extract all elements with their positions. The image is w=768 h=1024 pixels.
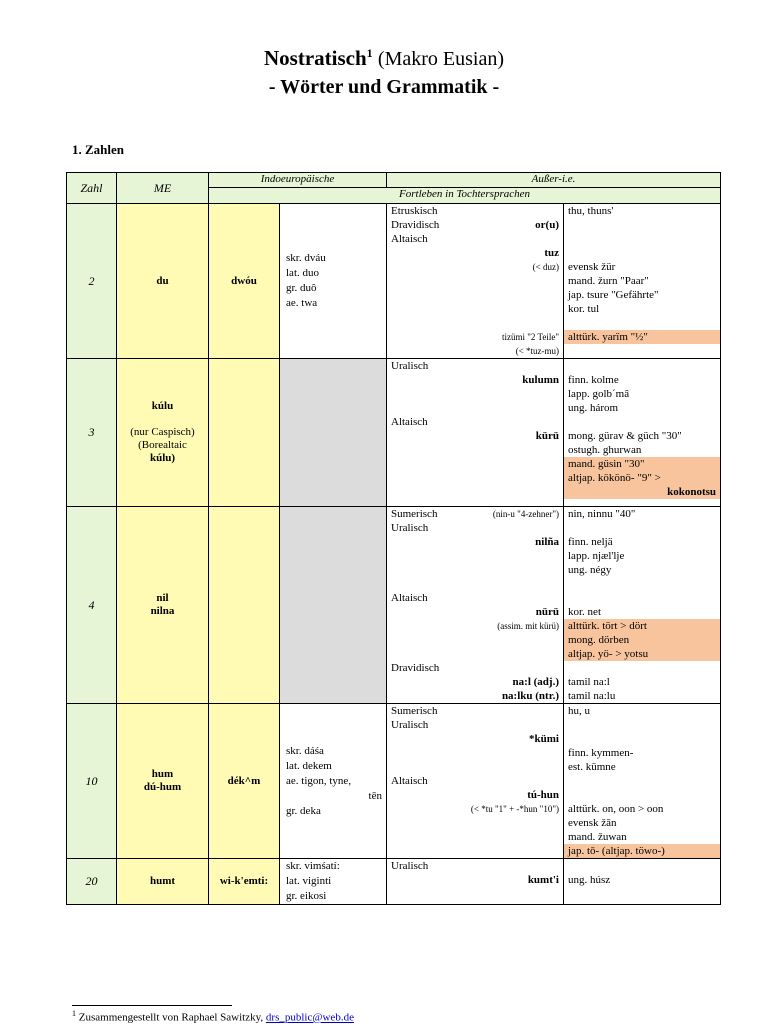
me-line: nilna <box>150 605 175 617</box>
family-line <box>387 661 563 675</box>
ie-word: skr. dáśa <box>286 744 324 757</box>
descendant-text: altjap. yö- > yotsu <box>568 648 649 660</box>
descendant-line <box>564 859 720 873</box>
cell-ie-words <box>280 507 387 704</box>
family-line <box>387 802 563 816</box>
descendant-line <box>564 485 720 499</box>
family-line <box>387 316 563 330</box>
cell-me <box>117 507 209 704</box>
descendant-line <box>564 457 720 471</box>
descendant-line <box>564 661 720 675</box>
family-line <box>387 549 563 563</box>
descendant-text: hu, u <box>568 705 590 717</box>
cell-ie-words <box>280 859 387 905</box>
descendant-line <box>564 774 720 788</box>
descendant-text: lapp. njæl'lje <box>568 550 625 562</box>
cell-descendants <box>564 704 721 859</box>
descendant-line <box>564 887 720 901</box>
footnote-email-link[interactable]: drs_public@web.de <box>265 1011 354 1024</box>
descendant-line <box>564 302 720 316</box>
family-line <box>387 760 563 774</box>
title-main: Nostratisch <box>264 46 367 70</box>
family-line <box>387 732 563 746</box>
footnote-separator <box>72 1005 232 1006</box>
family-line <box>387 246 563 260</box>
descendant-line <box>564 830 720 844</box>
family-line <box>387 232 563 246</box>
header-ie: Indoeuropäische <box>209 173 387 188</box>
family-line <box>387 619 563 633</box>
family-line <box>387 563 563 577</box>
descendant-text: finn. kolme <box>568 374 619 386</box>
me-line: (Borealtaic <box>138 439 187 451</box>
family-form: *kümi <box>529 733 559 745</box>
family-line <box>387 373 563 387</box>
descendant-line <box>564 401 720 415</box>
family-form: (< duz) <box>532 262 559 272</box>
family-form: na:l (adj.) <box>512 676 559 688</box>
cell-families <box>387 507 564 704</box>
me-line: (nur Caspisch) <box>130 426 195 438</box>
table-row <box>67 859 721 905</box>
descendant-text: ostugh. ghurwan <box>568 444 642 456</box>
family-line <box>387 873 563 887</box>
descendant-text: ung. négy <box>568 564 612 576</box>
descendant-line <box>564 373 720 387</box>
descendant-line <box>564 274 720 288</box>
family-line <box>387 507 563 521</box>
header-fortleben: Fortleben in Tochtersprachen <box>209 188 721 204</box>
footnote-text: Zusammengestellt von Raphael Sawitzky, <box>78 1011 264 1024</box>
descendant-line <box>564 732 720 746</box>
descendant-line <box>564 471 720 485</box>
family-line <box>387 704 563 718</box>
descendant-text: mand. žurn "Paar" <box>568 275 649 287</box>
family-line <box>387 774 563 788</box>
descendant-text: evensk žān <box>568 817 617 829</box>
descendant-text: finn. kymmen- <box>568 747 634 759</box>
ie-word: lat. viginti <box>286 875 332 887</box>
descendant-line <box>564 788 720 802</box>
descendant-line <box>564 218 720 232</box>
family-line <box>387 344 563 358</box>
header-zahl: Zahl <box>67 173 117 204</box>
footnote-mark: 1 <box>72 1009 76 1018</box>
descendant-text: lapp. golb´mâ <box>568 388 630 400</box>
descendant-text: thu, thuns' <box>568 205 614 217</box>
descendant-text: mong. gürav & güch "30" <box>568 430 682 442</box>
family-label: Dravidisch <box>391 662 440 674</box>
descendant-line <box>564 591 720 605</box>
cell-ie-words <box>280 704 387 859</box>
descendant-text: mand. güsin "30" <box>568 458 645 470</box>
descendant-text: mand. žuwan <box>568 831 627 843</box>
descendant-text: nin, ninnu "40" <box>568 508 636 520</box>
family-label: Dravidisch <box>391 219 440 231</box>
family-label: Uralisch <box>391 719 429 731</box>
family-line <box>387 260 563 274</box>
cell-zahl: 2 <box>67 204 117 359</box>
ie-word: ae. tigon, tyne, <box>286 774 352 787</box>
descendant-line <box>564 563 720 577</box>
family-label: Sumerisch <box>391 508 438 520</box>
descendant-line <box>564 387 720 401</box>
family-line <box>387 330 563 344</box>
cell-zahl: 4 <box>67 507 117 704</box>
descendant-line <box>564 415 720 429</box>
ie-word: gr. eikosi <box>286 890 327 902</box>
family-label: Etruskisch <box>391 205 438 217</box>
family-label: Uralisch <box>391 522 429 534</box>
descendant-line <box>564 260 720 274</box>
cell-me: humt <box>117 859 209 905</box>
family-line <box>387 302 563 316</box>
family-form: nilña <box>535 536 559 548</box>
family-label: Uralisch <box>391 360 429 372</box>
family-form: tú-hun <box>527 789 559 801</box>
descendant-text: alttürk. yarïm "½" <box>568 331 648 343</box>
me-line: hum <box>151 768 174 780</box>
descendant-text: kor. net <box>568 606 601 618</box>
descendant-line <box>564 204 720 218</box>
cell-descendants <box>564 204 721 359</box>
family-line <box>387 521 563 535</box>
cell-zahl: 3 <box>67 359 117 507</box>
family-form: kürü <box>535 430 559 442</box>
descendant-text: est. kümne <box>568 761 616 773</box>
cell-ie-root: dwóu <box>209 204 280 359</box>
numbers-table <box>66 172 721 905</box>
me-line: kúlu) <box>149 452 176 464</box>
cell-ie-words <box>280 359 387 507</box>
family-form: (< *tu "1" + -*hun "10") <box>470 804 559 814</box>
family-line <box>387 591 563 605</box>
family-line <box>387 633 563 647</box>
descendant-line <box>564 633 720 647</box>
descendant-text: jap. tsure "Gefährte" <box>568 289 659 301</box>
footnote <box>72 1009 354 1024</box>
descendant-line <box>564 443 720 457</box>
title-rest: (Makro Eusian) <box>377 48 504 70</box>
family-line <box>387 788 563 802</box>
cell-me <box>117 359 209 507</box>
descendant-text: finn. neljä <box>568 536 613 548</box>
ie-word: lat. duo <box>286 267 319 279</box>
family-line <box>387 218 563 232</box>
descendant-line <box>564 760 720 774</box>
descendant-text: evensk žür <box>568 261 616 273</box>
cell-descendants <box>564 359 721 507</box>
family-line <box>387 605 563 619</box>
descendant-text: kor. tul <box>568 303 600 315</box>
descendant-line <box>564 718 720 732</box>
descendant-line <box>564 844 720 858</box>
page-title <box>0 46 768 71</box>
descendant-line <box>564 232 720 246</box>
descendant-text: alttürk. tört > dört <box>568 620 647 632</box>
family-form: na:lku (ntr.) <box>501 690 559 702</box>
family-label: Altaisch <box>391 592 428 604</box>
descendant-line <box>564 605 720 619</box>
cell-families <box>387 204 564 359</box>
cell-ie-root: dék^m <box>209 704 280 859</box>
family-label: Altaisch <box>391 416 428 428</box>
ie-word: skr. dváu <box>286 252 326 264</box>
descendant-text: altjap. kökönö- "9" > <box>568 472 661 484</box>
cell-me: du <box>117 204 209 359</box>
cell-descendants <box>564 859 721 905</box>
family-label: Sumerisch <box>391 705 438 717</box>
page-subtitle: - Wörter und Grammatik - <box>268 76 500 98</box>
descendant-line <box>564 330 720 344</box>
descendant-text: ung. három <box>568 402 619 414</box>
descendant-text: tamil na:l <box>568 676 610 688</box>
descendant-line <box>564 549 720 563</box>
family-label: Uralisch <box>391 860 429 872</box>
family-line <box>387 401 563 415</box>
me-line <box>117 413 208 426</box>
cell-ie-words <box>280 204 387 359</box>
descendant-line <box>564 689 720 703</box>
table-row <box>67 507 721 704</box>
family-line <box>387 457 563 471</box>
family-form: kulumn <box>522 374 559 386</box>
family-line <box>387 359 563 373</box>
ie-word: ae. twa <box>286 297 318 309</box>
title-footnote-mark: 1 <box>366 46 373 60</box>
family-line <box>387 204 563 218</box>
descendant-text: alttürk. on, oon > oon <box>568 803 664 815</box>
cell-zahl: 20 <box>67 859 117 905</box>
header-ausser: Außer-i.e. <box>387 173 721 188</box>
cell-families <box>387 704 564 859</box>
descendant-line <box>564 507 720 521</box>
me-line: nil <box>156 592 169 604</box>
family-form: (assim. mit kürü) <box>497 621 559 631</box>
ie-word: gr. duô <box>286 282 317 294</box>
cell-ie-root: wi-k'emti: <box>209 859 280 905</box>
family-line <box>387 746 563 760</box>
ie-word: gr. deka <box>286 804 321 817</box>
family-line <box>387 675 563 689</box>
family-form: (nin-u "4-zehner") <box>492 509 559 519</box>
family-form: kumt'i <box>527 874 559 886</box>
cell-families <box>387 859 564 905</box>
family-line <box>387 274 563 288</box>
me-line: dú-hum <box>143 781 182 793</box>
descendant-text: jap. tō- (altjap. töwo-) <box>568 845 665 857</box>
family-label: Altaisch <box>391 233 428 245</box>
family-line <box>387 387 563 401</box>
family-line <box>387 859 563 873</box>
descendant-line <box>564 429 720 443</box>
family-label: Altaisch <box>391 775 428 787</box>
descendant-line <box>564 344 720 358</box>
descendant-line <box>564 577 720 591</box>
cell-families <box>387 359 564 507</box>
family-line <box>387 535 563 549</box>
family-line <box>387 816 563 830</box>
ie-word: lat. dekem <box>286 759 332 772</box>
descendant-line <box>564 535 720 549</box>
descendant-line <box>564 873 720 887</box>
family-line <box>387 471 563 485</box>
descendant-line <box>564 647 720 661</box>
family-line <box>387 689 563 703</box>
descendant-line <box>564 619 720 633</box>
cell-descendants <box>564 507 721 704</box>
family-line <box>387 429 563 443</box>
table-row <box>67 204 721 359</box>
descendant-line <box>564 288 720 302</box>
table-row <box>67 359 721 507</box>
descendant-line <box>564 704 720 718</box>
cell-me <box>117 704 209 859</box>
family-form: tuz <box>544 247 559 259</box>
descendant-line <box>564 675 720 689</box>
family-line <box>387 887 563 901</box>
family-form: or(u) <box>535 219 559 231</box>
family-line <box>387 288 563 302</box>
ie-word: skr. vimśatí: <box>286 860 340 872</box>
table-body <box>67 204 721 905</box>
table-row <box>67 704 721 859</box>
me-line: kúlu <box>151 400 174 412</box>
descendant-line <box>564 816 720 830</box>
family-line <box>387 443 563 457</box>
descendant-text: tamil na:lu <box>568 690 616 702</box>
header-me: ME <box>117 173 209 204</box>
family-form: nürü <box>535 606 559 618</box>
descendant-line <box>564 802 720 816</box>
cell-ie-root <box>209 507 280 704</box>
descendant-line <box>564 521 720 535</box>
descendant-line <box>564 246 720 260</box>
section-heading: 1. Zahlen <box>72 142 125 157</box>
descendant-text: mong. dörben <box>568 634 630 646</box>
descendant-line <box>564 316 720 330</box>
descendant-line <box>564 359 720 373</box>
descendant-text: ung. húsz <box>568 874 611 886</box>
family-form: tizümi "2 Teile" <box>501 332 559 342</box>
cell-zahl: 10 <box>67 704 117 859</box>
family-line <box>387 718 563 732</box>
descendant-line <box>564 746 720 760</box>
ie-word: tēn <box>368 789 382 802</box>
family-line <box>387 415 563 429</box>
cell-ie-root <box>209 359 280 507</box>
family-line <box>387 647 563 661</box>
family-line <box>387 485 563 499</box>
descendant-text: kokonotsu <box>667 486 717 498</box>
family-line <box>387 577 563 591</box>
family-form: (< *tuz-mu) <box>515 346 559 356</box>
